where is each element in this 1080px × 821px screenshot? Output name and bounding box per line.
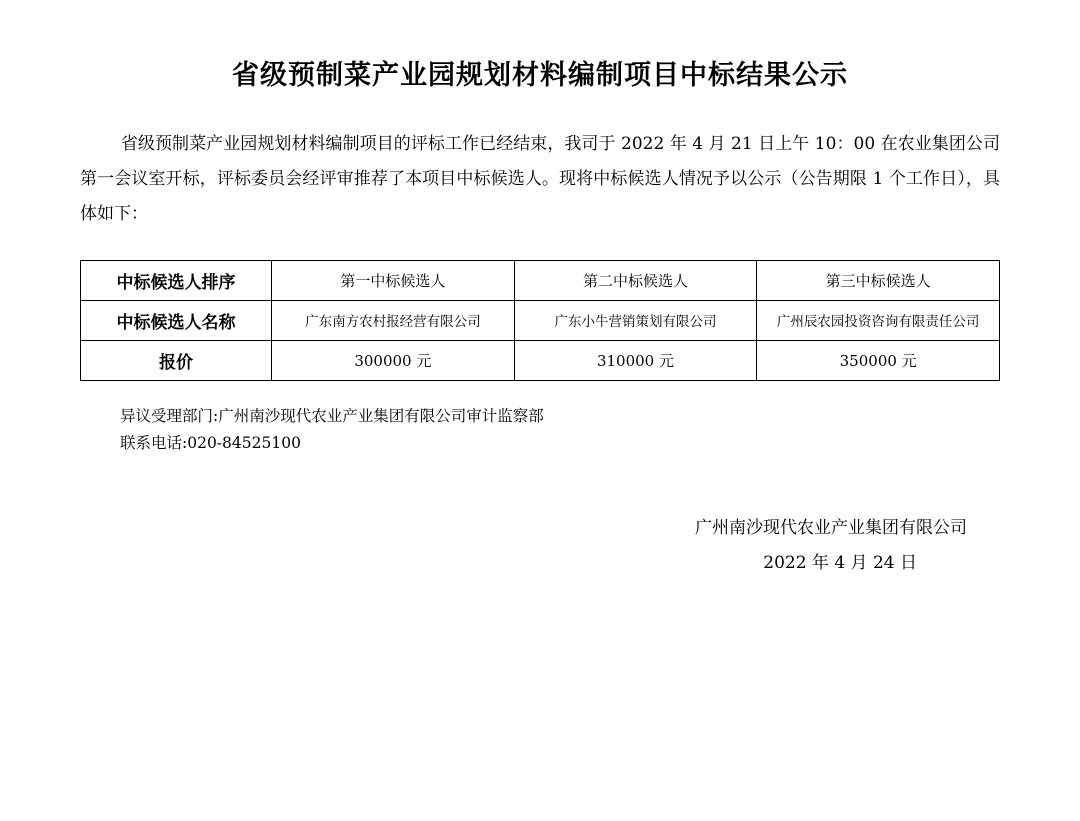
rank-first: 第一中标候选人 [272,260,515,300]
issuer-signature: 广州南沙现代农业产业集团有限公司 [695,517,967,538]
price-first: 300000 元 [272,340,515,380]
bid-result-table [80,260,1000,381]
page-title: 省级预制菜产业园规划材料编制项目中标结果公示 [232,60,848,91]
contact-phone: 联系电话:020-84525100 [120,433,301,452]
objection-department: 异议受理部门:广州南沙现代农业产业集团有限公司审计监察部 [120,406,544,425]
rank-second: 第二中标候选人 [514,260,757,300]
price-third: 350000 元 [757,340,1000,380]
row-header-price: 报价 [81,340,272,380]
announcement-paragraph [80,127,1000,232]
table-row [81,340,1000,380]
candidate-name-first: 广东南方农村报经营有限公司 [272,300,515,340]
price-second: 310000 元 [514,340,757,380]
row-header-rank: 中标候选人排序 [81,260,272,300]
table-row [81,300,1000,340]
contact-block [120,403,1080,457]
rank-third: 第三中标候选人 [757,260,1000,300]
table-row [81,260,1000,300]
candidate-name-third: 广州辰农园投资咨询有限责任公司 [757,300,1000,340]
document-page [0,58,1080,821]
row-header-name: 中标候选人名称 [81,300,272,340]
issue-date: 2022 年 4 月 24 日 [763,552,917,573]
candidate-name-second: 广东小牛营销策划有限公司 [514,300,757,340]
paragraph-text: 省级预制菜产业园规划材料编制项目的评标工作已经结束，我司于 2022 年 4 月 21 日上午 10：00 在农业集团公司第一会议室开标，评标委员会经评审推荐了本项目中标候选人。现将中标候选人情况予以公示（公告期限 1 个工作日），具体如下： [80,134,1000,224]
